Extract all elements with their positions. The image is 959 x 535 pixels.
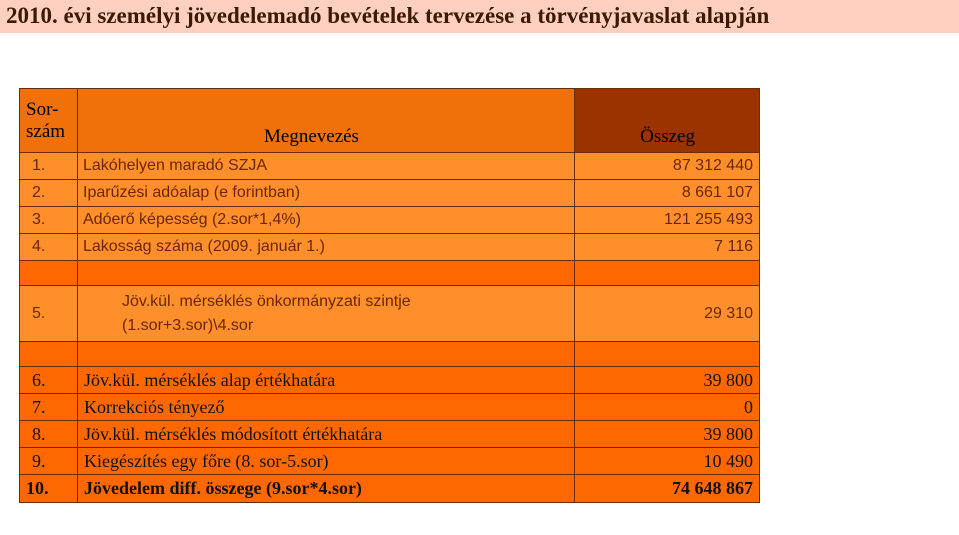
row-name-line1: Jöv.kül. mérséklés önkormányzati szintje xyxy=(122,292,411,310)
spacer-cell xyxy=(575,261,760,286)
table-row xyxy=(20,394,760,421)
row-number: 9. xyxy=(20,448,78,475)
row-name: Lakóhelyen maradó SZJA xyxy=(78,153,575,180)
row-number: 10. xyxy=(20,475,78,503)
row-value: 8 661 107 xyxy=(575,180,760,207)
spacer-row xyxy=(20,342,760,367)
spacer-cell xyxy=(78,342,575,367)
tax-table xyxy=(19,88,760,503)
spacer-row xyxy=(20,261,760,286)
col-header-sorszam-label: Sor- szám xyxy=(26,98,66,142)
row-number: 7. xyxy=(20,394,78,421)
row-number: 3. xyxy=(20,207,78,234)
row-number: 4. xyxy=(20,234,78,261)
row-number: 1. xyxy=(20,153,78,180)
row-number: 5. xyxy=(20,286,78,342)
row-number: 2. xyxy=(20,180,78,207)
row-value: 39 800 xyxy=(575,367,760,394)
table-row xyxy=(20,234,760,261)
table-header-row xyxy=(20,89,760,153)
table-row xyxy=(20,207,760,234)
row-value: 121 255 493 xyxy=(575,207,760,234)
row-value: 7 116 xyxy=(575,234,760,261)
row-name: Jövedelem diff. összege (9.sor*4.sor) xyxy=(78,475,575,503)
row-value: 0 xyxy=(575,394,760,421)
table-row xyxy=(20,180,760,207)
spacer-cell xyxy=(575,342,760,367)
table-row-total xyxy=(20,475,760,503)
row-name-line2: (1.sor+3.sor)\4.sor xyxy=(122,316,254,334)
row-name: Adóerő képesség (2.sor*1,4%) xyxy=(78,207,575,234)
row-value: 87 312 440 xyxy=(575,153,760,180)
row-name: Jöv.kül. mérséklés módosított értékhatára xyxy=(78,421,575,448)
col-header-osszeg: Összeg xyxy=(575,89,760,153)
row-value: 74 648 867 xyxy=(575,475,760,503)
table-row xyxy=(20,153,760,180)
spacer-cell xyxy=(20,261,78,286)
spacer-cell xyxy=(78,261,575,286)
page-title: 2010. évi személyi jövedelemadó bevételek tervezése a törvényjavaslat alapján xyxy=(6,3,770,28)
row-number: 8. xyxy=(20,421,78,448)
col-header-megnevezes: Megnevezés xyxy=(78,89,575,153)
row-name: Korrekciós tényező xyxy=(78,394,575,421)
col-header-sorszam xyxy=(20,89,78,153)
table-row xyxy=(20,421,760,448)
row-number: 6. xyxy=(20,367,78,394)
row-value: 10 490 xyxy=(575,448,760,475)
row-name: Kiegészítés egy főre (8. sor-5.sor) xyxy=(78,448,575,475)
table-row xyxy=(20,448,760,475)
table-row xyxy=(20,286,760,342)
row-name: Iparűzési adóalap (e forintban) xyxy=(78,180,575,207)
row-name: Jöv.kül. mérséklés alap értékhatára xyxy=(78,367,575,394)
row-name: Lakosság száma (2009. január 1.) xyxy=(78,234,575,261)
row-value: 29 310 xyxy=(575,286,760,342)
table-row xyxy=(20,367,760,394)
spacer-cell xyxy=(20,342,78,367)
row-name xyxy=(78,286,575,342)
row-value: 39 800 xyxy=(575,421,760,448)
